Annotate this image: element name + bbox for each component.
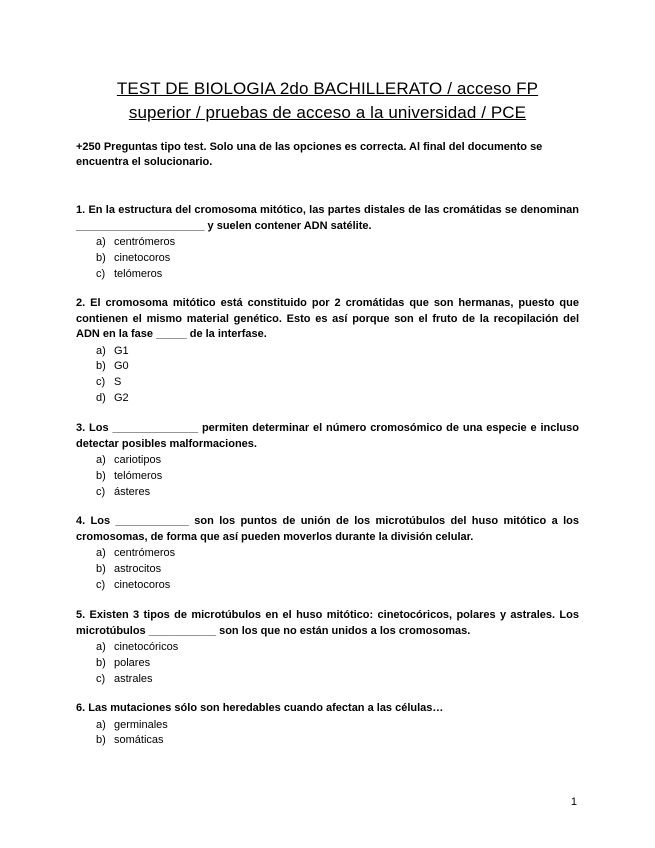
option-b [76, 562, 579, 578]
option-c [76, 485, 579, 501]
question-text: 6. Las mutaciones sólo son heredables cuando afectan a las células… [76, 702, 444, 714]
option-b [76, 251, 579, 267]
option-letter: a) [96, 641, 106, 653]
question-1 [76, 203, 579, 282]
options-list [76, 640, 579, 687]
question-text: 1. En la estructura del cromosoma mitótico, las partes distales de las cromátidas se denominan _____________________ y suelen contener ADN satélite. [76, 204, 579, 232]
option-text: astrales [114, 672, 153, 685]
option-c [76, 267, 579, 283]
option-c [76, 375, 579, 391]
question-5 [76, 608, 579, 687]
option-letter: b) [96, 562, 106, 575]
question-4 [76, 514, 579, 593]
option-letter: c) [96, 376, 106, 389]
document-title-line-2: superior / pruebas de acceso a la universidad / PCE [128, 103, 527, 122]
option-a [76, 546, 579, 562]
option-a [76, 453, 579, 469]
option-letter: a) [96, 344, 106, 357]
option-a [76, 640, 579, 656]
option-c [76, 672, 579, 688]
option-letter: b) [96, 469, 106, 482]
option-letter: b) [96, 360, 106, 373]
option-text: cinetocóricos [114, 641, 179, 653]
option-text: cinetocoros [114, 251, 171, 264]
question-text: 2. El cromosoma mitótico está constituido por 2 cromátidas que son hermanas, puesto que contienen el mismo material genético. Esto es así porque son el fruto de la recopilación del ADN en la fase _____ de la interfase. [76, 297, 579, 340]
options-list [76, 344, 579, 407]
option-d [76, 391, 579, 407]
option-text: ásteres [114, 485, 151, 498]
option-text: cariotipos [114, 454, 162, 466]
option-text: somáticas [114, 734, 164, 747]
option-text: cinetocoros [114, 578, 171, 591]
option-text: G1 [114, 344, 129, 357]
option-letter: c) [96, 578, 106, 591]
option-text: germinales [114, 718, 168, 731]
option-letter: c) [96, 485, 106, 498]
option-b [76, 469, 579, 485]
option-text: centrómeros [114, 236, 176, 248]
option-text: G0 [114, 360, 129, 373]
page-number: 1 [570, 796, 577, 808]
option-text: astrocitos [114, 562, 162, 575]
option-a [76, 235, 579, 251]
option-letter: b) [96, 656, 106, 669]
options-list [76, 546, 579, 593]
option-text: S [114, 376, 122, 389]
question-text: 5. Existen 3 tipos de microtúbulos en el huso mitótico: cinetocóricos, polares y astrales. Los microtúbulos ___________ son los que no están unidos a los cromosomas. [76, 609, 579, 637]
option-letter: a) [96, 236, 106, 248]
option-text: G2 [114, 391, 129, 404]
question-2 [76, 296, 579, 407]
question-text: 3. Los ______________ permiten determinar el número cromosómico de una especie e incluso detectar posibles malformaciones. [76, 422, 579, 450]
option-b [76, 733, 579, 749]
option-text: telómeros [114, 267, 163, 280]
document-title-line-1: TEST DE BIOLOGIA 2do BACHILLERATO / acceso FP [116, 79, 539, 98]
options-list [76, 235, 579, 282]
option-letter: b) [96, 734, 106, 747]
option-text: telómeros [114, 469, 163, 482]
option-b [76, 359, 579, 375]
question-text: 4. Los ____________ son los puntos de unión de los microtúbulos del huso mitótico a los cromosomas, de forma que así pueden moverlos durante la división celular. [76, 515, 579, 543]
option-text: centrómeros [114, 547, 176, 559]
options-list [76, 453, 579, 500]
option-letter: a) [96, 454, 106, 466]
option-a [76, 718, 579, 734]
option-b [76, 656, 579, 672]
option-a [76, 344, 579, 360]
option-letter: c) [96, 267, 106, 280]
option-letter: d) [96, 391, 106, 404]
option-letter: c) [96, 672, 106, 685]
options-list [76, 718, 579, 750]
option-c [76, 578, 579, 594]
option-letter: a) [96, 718, 106, 731]
option-text: polares [114, 656, 151, 669]
intro-paragraph: +250 Preguntas tipo test. Solo una de las opciones es correcta. Al final del documento se encuentra el solucionario. [76, 141, 543, 168]
question-3 [76, 421, 579, 500]
option-letter: a) [96, 547, 106, 559]
question-6 [76, 701, 579, 749]
option-letter: b) [96, 251, 106, 264]
